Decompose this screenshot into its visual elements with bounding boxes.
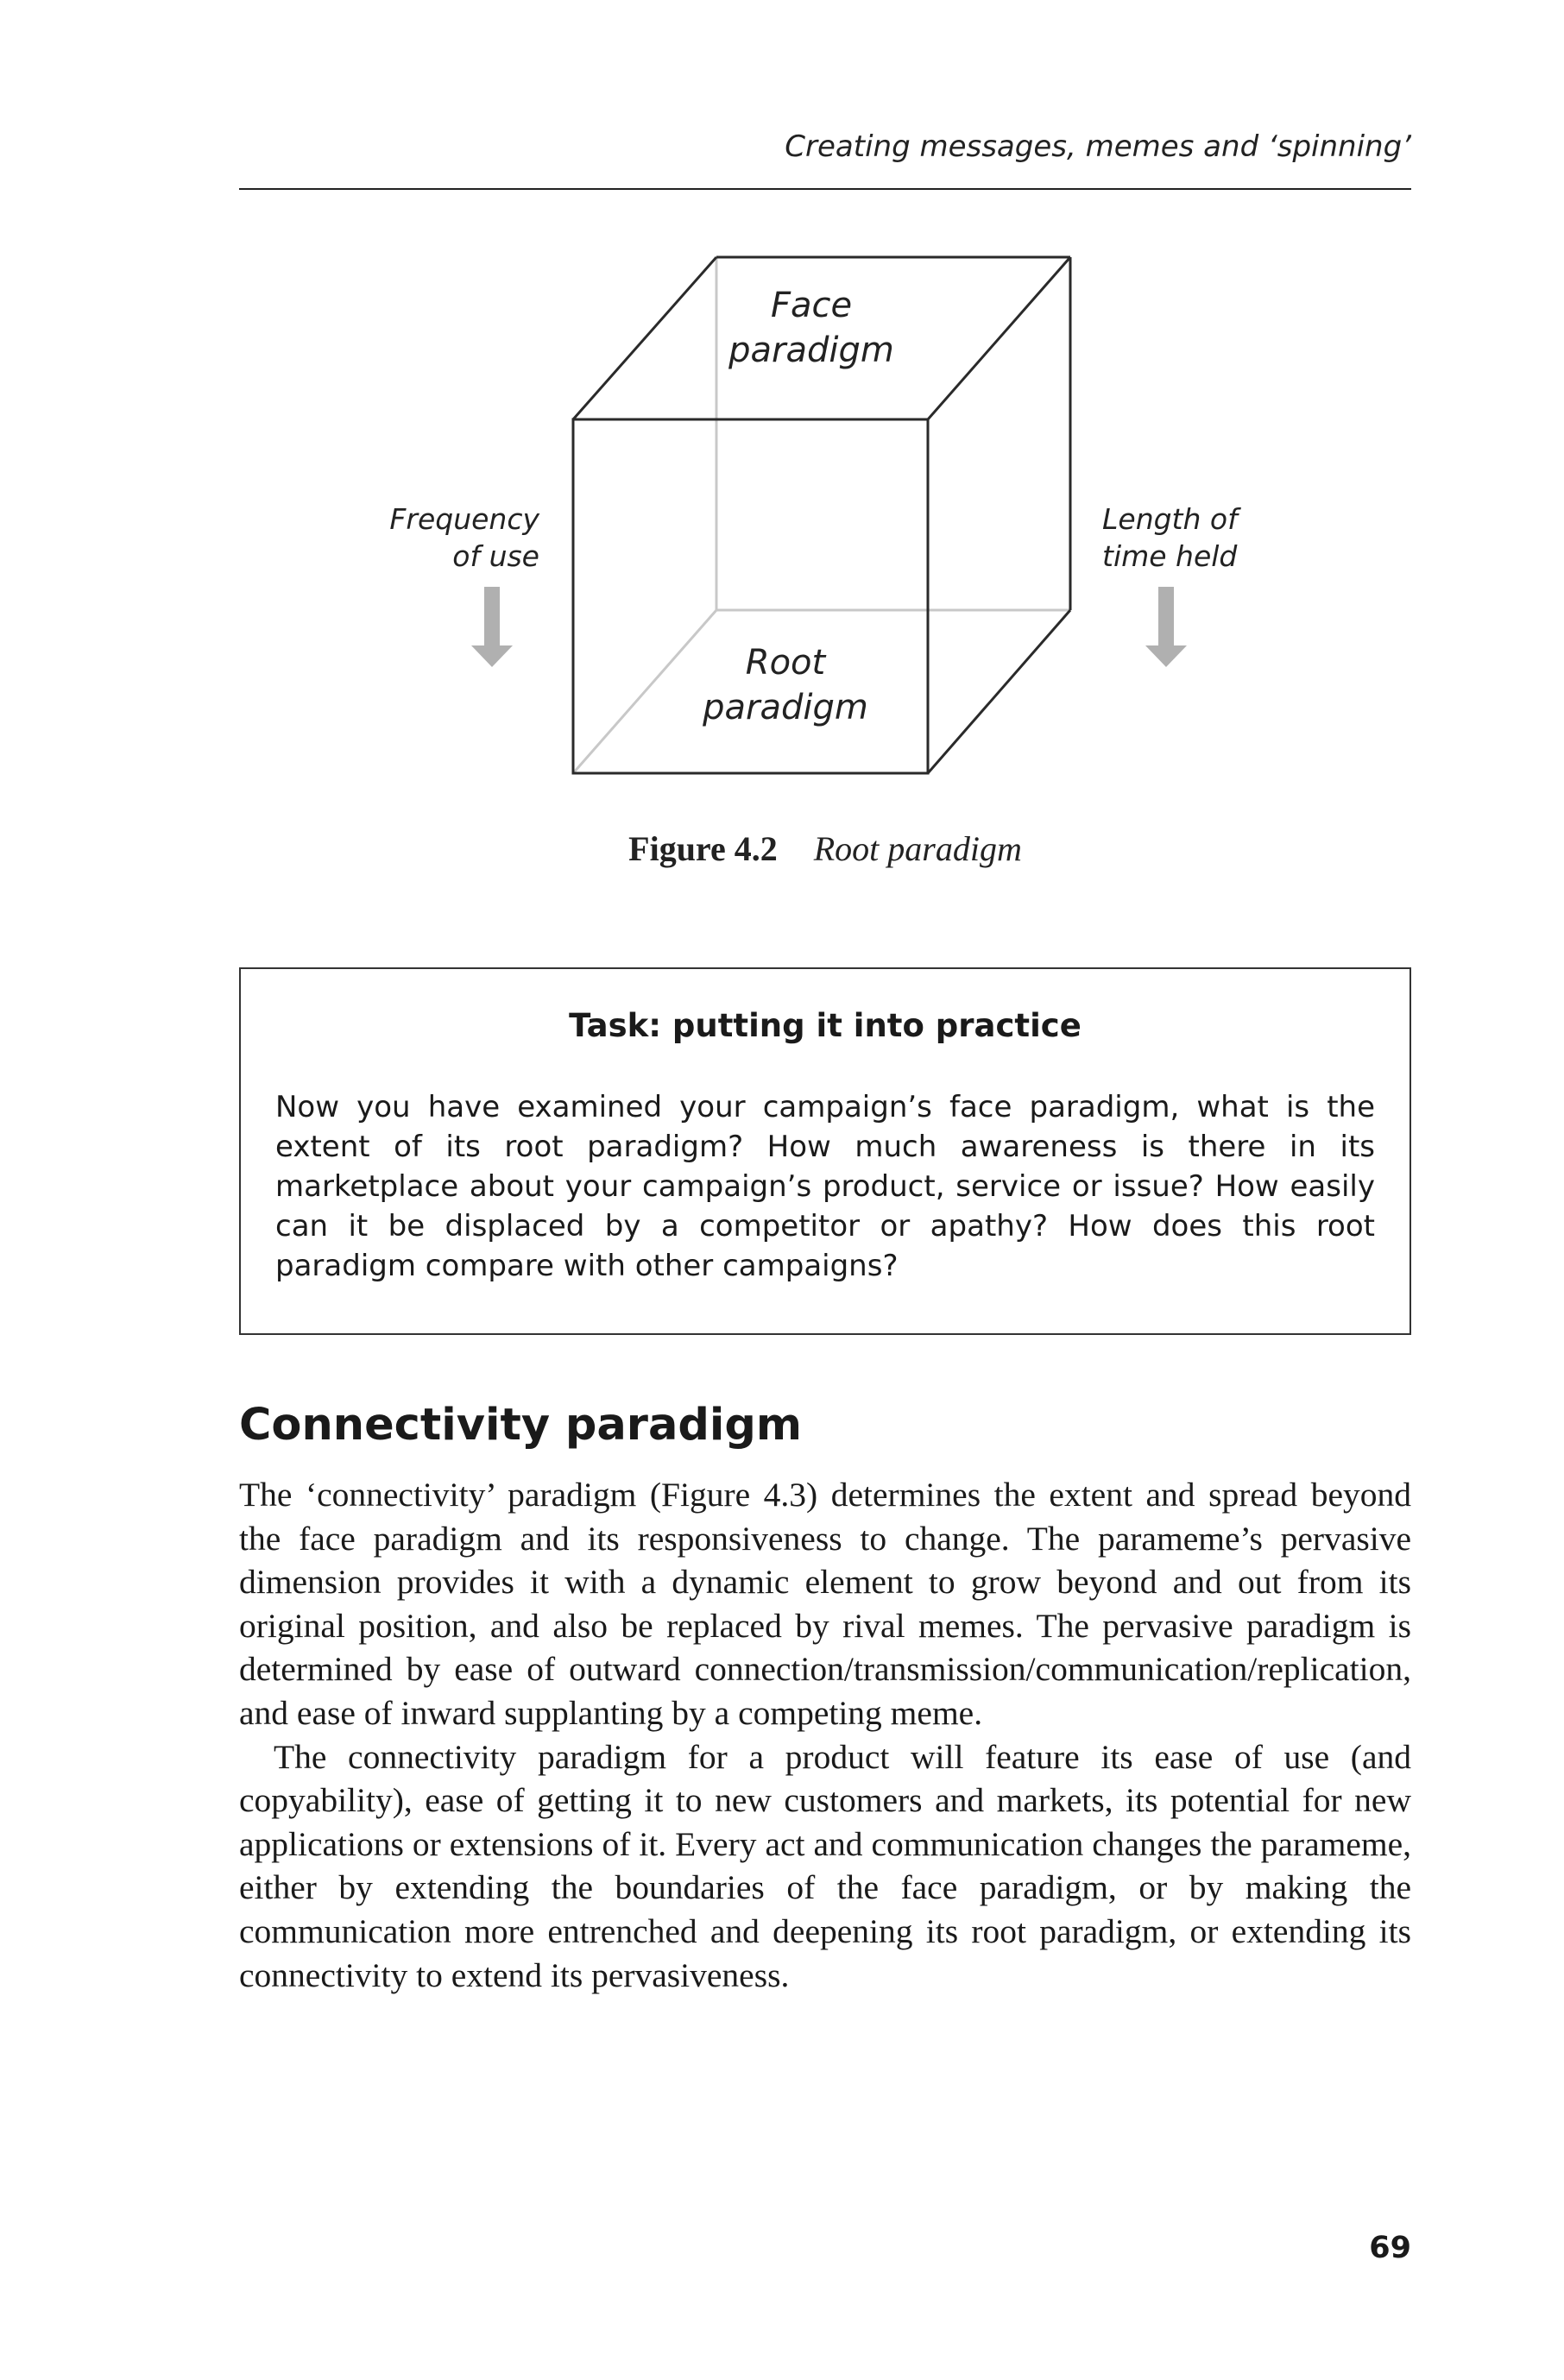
frequency-label-line-1: Frequency	[389, 502, 539, 536]
down-arrow-icon	[471, 587, 513, 667]
figure-title: Root paradigm	[813, 829, 1022, 868]
root-label-line-1: Root	[745, 643, 826, 683]
cube-top-right-edge	[928, 257, 1070, 419]
cube-bottom-right-edge	[928, 610, 1070, 773]
task-heading: Task: putting it into practice	[569, 1007, 1082, 1044]
length-of-time-held-label	[1102, 501, 1344, 575]
task-box	[239, 967, 1411, 1335]
root-paradigm-label	[665, 640, 906, 730]
figure-number: Figure 4.2	[628, 829, 778, 868]
running-head: Creating messages, memes and ‘spinning’	[785, 129, 1411, 164]
figure-caption	[239, 828, 1411, 869]
face-label-line-2: paradigm	[728, 331, 894, 370]
face-label-line-1: Face	[770, 286, 853, 325]
paragraph: The ‘connectivity’ paradigm (Figure 4.3) determines the extent and spread beyond the face paradigm and its responsiveness to change. The parameme’s pervasive dimension provides it with a dynamic element to grow beyond and out from its original position, and also be replaced by rival memes. The pervasive paradigm is determined by ease of outward connection/transmission/communication/replication, and ease of inward supplanting by a competing meme.	[239, 1476, 1411, 1732]
down-arrow-icon	[1145, 587, 1187, 667]
frequency-of-use-label	[311, 501, 539, 575]
length-label-line-2: time held	[1102, 539, 1238, 573]
task-body: Now you have examined your campaign’s face paradigm, what is the extent of its root paradigm? How much awareness is there in its marketplace about your campaign’s product, service or issue? How easily can it be displaced by a competitor or apathy? How does this root paradigm compare with other campaigns?	[275, 1090, 1375, 1283]
frequency-label-line-2: of use	[452, 539, 539, 573]
root-label-line-2: paradigm	[703, 688, 868, 727]
length-label-line-1: Length of	[1102, 502, 1238, 536]
section-heading: Connectivity paradigm	[239, 1400, 802, 1451]
face-paradigm-label	[691, 283, 932, 373]
page-number: 69	[1369, 2231, 1411, 2265]
paragraph: The connectivity paradigm for a product will feature its ease of use (and copyability), ease of getting it to new customers and markets, its potential for new applications or extensions of it. Every act and communication changes the parameme, either by extending the boundaries of the face paradigm, or by making the communication more entrenched and deepening its root paradigm, or extending its connectivity to extend its pervasiveness.	[239, 1737, 1411, 1994]
body-text	[239, 1473, 1411, 1997]
